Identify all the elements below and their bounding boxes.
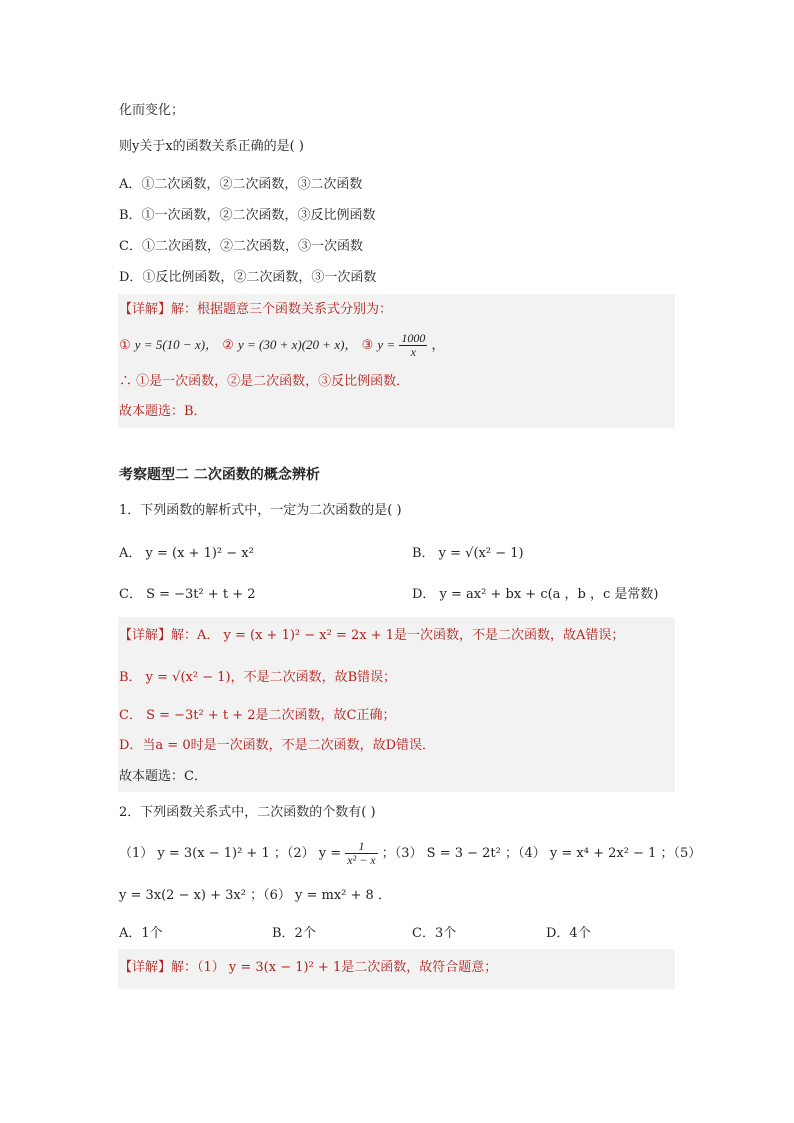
- circled-one: ①: [119, 338, 131, 353]
- q2-fraction-numerator: 1: [345, 840, 377, 854]
- solution-formulas: [119, 332, 444, 359]
- formula-1: y = 5(10 − x)，: [134, 337, 219, 352]
- formula-3: y =: [377, 337, 396, 352]
- option-b: B．①一次函数，②二次函数，③反比例函数: [119, 208, 376, 223]
- question-2-stem: 2．下列函数关系式中，二次函数的个数有( ): [119, 805, 376, 820]
- solution-2-line-1: 【详解】解：A． y = (x + 1)² − x² = 2x + 1是一次函数，不是二次函数，故A错误；: [119, 628, 625, 643]
- option-a: A．①二次函数，②二次函数，③二次函数: [119, 177, 363, 192]
- fraction: [399, 332, 427, 359]
- solution-answer: 故本题选：B．: [119, 404, 207, 419]
- q2-formula-row-2: y = 3x(2 − x) + 3x² ；（6） y = mx² + 8 ．: [119, 888, 391, 903]
- solution-2-line-4: D．当a = 0时是一次函数，不是二次函数，故D错误．: [119, 738, 436, 753]
- q2-option-b: B．2个: [272, 926, 316, 941]
- q2-option-a: A．1个: [119, 926, 163, 941]
- section-heading: 考察题型二 二次函数的概念辨析: [119, 467, 320, 483]
- solution-2-line-2: B． y = √(x² − 1)，不是二次函数，故B错误；: [119, 670, 397, 685]
- q2-option-d: D．4个: [546, 926, 591, 941]
- fraction-numerator: 1000: [401, 331, 426, 345]
- q2-fraction: [345, 840, 377, 867]
- q1-option-b: B． y = √(x² − 1): [412, 546, 524, 561]
- q2-formula-row-1: [119, 840, 701, 868]
- option-d: D．①反比例函数，②二次函数，③一次函数: [119, 270, 377, 285]
- punct: ，: [431, 338, 445, 353]
- question-1-stem: 1．下列函数的解析式中，一定为二次函数的是( ): [119, 503, 402, 518]
- q2-fraction-denominator: x² − x: [347, 853, 376, 867]
- solution-2-answer: 故本题选：C．: [119, 769, 207, 784]
- option-c: C．①二次函数，②二次函数，③一次函数: [119, 239, 363, 254]
- solution-2-line-3: C． S = −3t² + t + 2是二次函数，故C正确；: [119, 708, 396, 723]
- q2-option-c: C．3个: [412, 926, 457, 941]
- question-stem: 则y关于x的函数关系正确的是( ): [119, 139, 304, 154]
- q1-option-d: D． y = ax² + bx + c(a ，b ，c 是常数): [412, 587, 659, 602]
- q2-formulas-part-2: ；（3） S = 3 − 2t² ；（4） y = x⁴ + 2x² − 1 ；（5）: [381, 846, 702, 861]
- fraction-denominator: x: [410, 345, 416, 359]
- solution-conclusion: ∴ ①是一次函数，②是二次函数，③反比例函数．: [119, 374, 410, 389]
- solution-3-line-1: 【详解】解：（1） y = 3(x − 1)² + 1是二次函数，故符合题意；: [119, 960, 498, 975]
- circled-two: ②: [222, 338, 234, 353]
- q2-formulas-part-1: （1） y = 3(x − 1)² + 1 ；（2） y =: [119, 846, 342, 861]
- solution-heading: 【详解】解：根据题意三个函数关系式分别为：: [119, 302, 393, 317]
- circled-three: ③: [361, 338, 374, 353]
- q1-option-a: A． y = (x + 1)² − x²: [119, 546, 254, 561]
- q1-option-c: C． S = −3t² + t + 2: [119, 587, 256, 602]
- formula-2: y = (30 + x)(20 + x)，: [237, 337, 358, 352]
- text-line: 化而变化；: [119, 103, 185, 118]
